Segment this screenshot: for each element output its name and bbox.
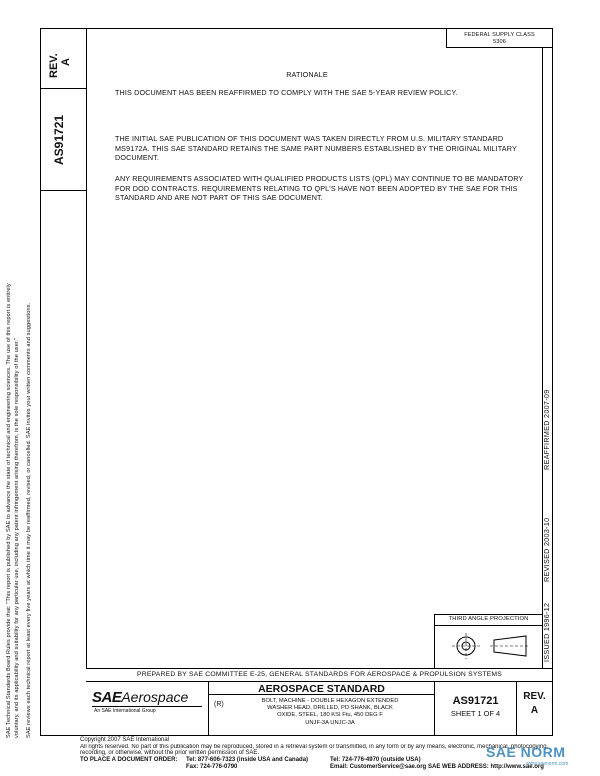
frame-top — [40, 28, 553, 29]
disclaimer-line-1: SAE Technical Standards Board Rules provide that: "This report is published by SAE to advance the state of technical and engineering sciences. The use of this report is entirely — [6, 283, 12, 738]
header-rev-letter: A — [60, 58, 72, 66]
logo-aerospace: Aerospace — [121, 689, 189, 705]
revised-date: REVISED 2003-10 — [542, 517, 551, 582]
disclaimer-line-3: SAE reviews each technical report at least every five years at which time it may be reaffirmed, revised, or cancelled. SAE invites your written comments and suggestions. — [26, 302, 32, 738]
prepared-by: PREPARED BY SAE COMMITTEE E-25, GENERAL STANDARDS FOR AEROSPACE & PROPULSION SYSTEMS — [136, 671, 503, 678]
projection-label: THIRD ANGLE PROJECTION — [448, 616, 529, 622]
frame-bottom — [40, 735, 553, 736]
footer-copyright: Copyright 2007 SAE International — [80, 737, 170, 743]
docnum-box-divider — [40, 190, 87, 191]
rationale-heading: RATIONALE — [286, 70, 328, 79]
third-angle-projection-symbol-icon — [446, 628, 536, 664]
aerospace-standard-title: AEROSPACE STANDARD — [258, 683, 385, 695]
issued-date: ISSUED 1996-12 — [542, 602, 551, 662]
title-block-top — [86, 668, 553, 669]
footer-web-address: SAE WEB ADDRESS: http://www.sae.org — [428, 764, 544, 770]
paragraph-reaffirmed: THIS DOCUMENT HAS BEEN REAFFIRMED TO COMPLY WITH THE SAE 5-YEAR REVIEW POLICY. — [115, 88, 458, 97]
federal-supply-class: FEDERAL SUPPLY CLASS 5306 — [464, 32, 535, 45]
title-rev-letter: A — [530, 705, 539, 716]
sheet-number: SHEET 1 OF 4 — [450, 709, 501, 718]
footer-tel-inside: Tel: 877-606-7323 (inside USA and Canada) — [186, 757, 309, 763]
frame-right — [552, 28, 553, 736]
title-doc-number: AS91721 — [452, 695, 499, 707]
footer-tel-outside: Tel: 724-776-4970 (outside USA) — [330, 757, 421, 763]
logo-group: An SAE International Group — [94, 708, 156, 714]
paragraph-qpl: ANY REQUIREMENTS ASSOCIATED WITH QUALIFIED PRODUCTS LISTS (QPL) MAY CONTINUE TO BE MANDATORY FOR DOD CONTRACTS. REQUIREMENTS RELATING TO QPL'S HAVE NOT BEEN ADOPTED BY THE SAE FOR THIS STANDARD AND ARE NOT PART OF THIS SAE DOCUMENT. — [115, 174, 524, 203]
logo-rule — [92, 706, 202, 707]
left-column-divider — [86, 28, 87, 668]
footer-email: Email: CustomerService@sae.org — [330, 764, 427, 770]
watermark-text: SAE NORM — [486, 744, 566, 760]
reaffirmed-date: REAFFIRMED 2007-09 — [542, 389, 551, 470]
paragraph-initial-publication: THE INITIAL SAE PUBLICATION OF THIS DOCUMENT WAS TAKEN DIRECTLY FROM U.S. MILITARY STANDARD MS9172A. THIS SAE STANDARD RETAINS THE SAME PART NUMBERS ESTABLISHED BY THE ORIGINAL MILITARY DOCUMENT. — [115, 134, 517, 163]
frame-left — [40, 28, 41, 736]
title-block-row-divider — [86, 681, 553, 682]
footer-order-label: TO PLACE A DOCUMENT ORDER: — [80, 757, 178, 763]
footer-rights: All rights reserved. No part of this publication may be reproduced, stored in a retrieval system or transmitted, in any form or by any means, electronic, mechanical, photocopying, — [80, 744, 549, 750]
header-rev-label: REV. — [48, 53, 60, 78]
fsc-box-bottom — [446, 47, 553, 48]
projection-label-divider — [434, 625, 542, 626]
disclaimer-line-2: voluntary, and its applicability and suitability for any particular use, including any patent infringement arising therefrom, is the sole responsibility of the user." — [14, 337, 20, 738]
title-rev-label: REV. — [523, 691, 546, 702]
part-description: BOLT, MACHINE - DOUBLE HEXAGON EXTENDED WASHER HEAD, DRILLED, PD SHANK, BLACK OXIDE, STEEL, 180 KSI Ftu, 450 DEG F UNJF-3A UNJC-3A — [261, 698, 399, 726]
sae-norm-watermark — [486, 744, 596, 774]
header-doc-number: AS91721 — [52, 114, 66, 165]
r-mark: (R) — [214, 701, 224, 708]
watermark-sub: www.saenorm.com — [526, 761, 569, 767]
rev-box-divider — [40, 88, 87, 89]
footer-fax: Fax: 724-776-0790 — [186, 764, 238, 770]
logo-sae: SAE — [92, 689, 122, 706]
footer-rights-2: recording, or otherwise, without the prior written permission of SAE. — [80, 750, 260, 756]
sae-aerospace-logo — [92, 689, 204, 719]
